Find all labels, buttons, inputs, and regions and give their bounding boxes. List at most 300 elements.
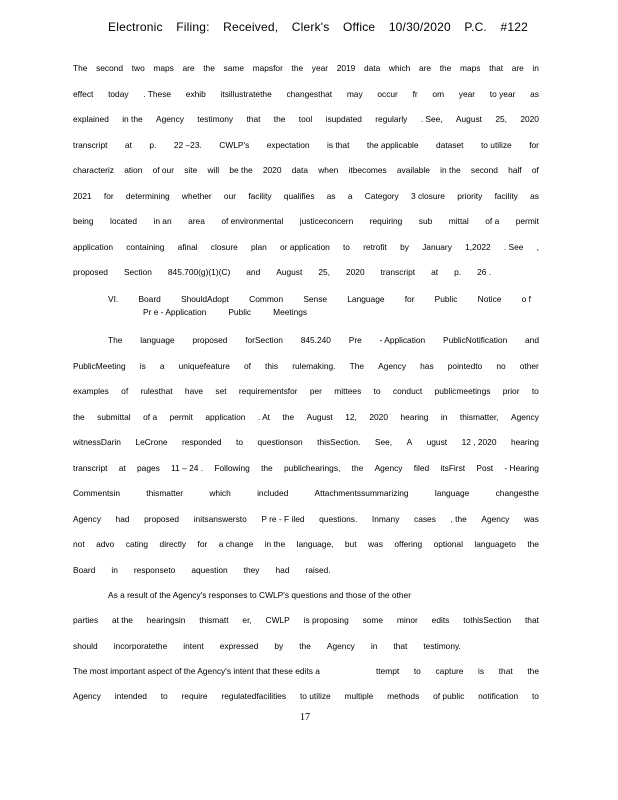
- word: ShouldAdopt: [180, 294, 229, 304]
- word: questionson: [257, 437, 303, 447]
- word: parties: [73, 615, 99, 625]
- word: 25,: [318, 267, 330, 277]
- word: was: [523, 513, 539, 524]
- word: Attachmentssummarizing: [314, 488, 409, 498]
- word: cating: [125, 539, 149, 549]
- word: 12 , 2020: [461, 437, 497, 447]
- word: thismatt: [199, 615, 229, 625]
- word: included: [257, 488, 289, 498]
- word: of environmental: [221, 216, 284, 226]
- word: mapsfor: [252, 63, 283, 73]
- paragraph-line: [73, 539, 539, 550]
- word: language: [140, 335, 175, 345]
- section-heading-line: [108, 294, 531, 305]
- word: determining: [125, 190, 170, 201]
- word: the applicable: [366, 139, 419, 150]
- word: Agency: [73, 691, 101, 701]
- word: ttempt: [375, 666, 400, 676]
- word: today: [108, 88, 129, 99]
- word: 2020: [369, 411, 388, 422]
- word: Notice: [477, 294, 502, 304]
- paragraph-line: [73, 216, 539, 227]
- word: are: [418, 63, 432, 73]
- word: the: [282, 411, 295, 422]
- word: are: [511, 63, 524, 73]
- word: P re - F iled: [261, 513, 305, 524]
- word: 845.240: [300, 335, 331, 345]
- word: examples: [73, 386, 109, 396]
- word: Following: [214, 462, 250, 473]
- word: Public: [434, 294, 458, 304]
- word: p.: [454, 267, 462, 277]
- word: not: [73, 539, 85, 549]
- word: . See,: [420, 114, 443, 124]
- word: of: [531, 165, 539, 175]
- word: may: [346, 88, 363, 99]
- word: cases: [414, 513, 436, 524]
- word: uniquefeature: [178, 360, 230, 371]
- word: Public: [228, 307, 252, 317]
- word: a change: [218, 539, 254, 549]
- word: The most important aspect of the Agency's intent that these edits a: [73, 666, 320, 676]
- word: exhib: [185, 88, 206, 99]
- paragraph-line: [73, 242, 539, 253]
- word: effect: [73, 88, 94, 99]
- word: Agency: [326, 640, 355, 651]
- word: sub: [418, 216, 433, 226]
- word: Category: [364, 190, 399, 201]
- word: proposed: [144, 513, 180, 524]
- section-heading-line: [143, 307, 308, 318]
- word: intended: [114, 691, 147, 701]
- word: expectation: [266, 139, 310, 150]
- word: directly: [159, 539, 187, 549]
- word: proposed: [192, 335, 228, 345]
- word: area: [188, 216, 205, 226]
- word: have: [184, 386, 204, 396]
- word: as: [530, 190, 539, 201]
- word: testimony: [197, 114, 234, 124]
- word: to: [413, 666, 421, 676]
- word: Agency: [156, 114, 184, 124]
- word: hearingsin: [146, 615, 186, 625]
- word: CWLP's: [219, 139, 250, 150]
- word: Agency: [511, 411, 539, 422]
- paragraph-line: [73, 488, 539, 499]
- paragraph-line: [73, 691, 539, 702]
- word: the: [203, 63, 215, 73]
- word: January: [422, 241, 452, 252]
- word: publicmeetings: [434, 386, 491, 396]
- word: ation: [124, 165, 143, 175]
- word: site: [184, 165, 198, 175]
- word: require: [181, 691, 208, 701]
- page-number: 17: [300, 712, 310, 723]
- word: to: [160, 691, 168, 701]
- word: half: [508, 165, 522, 175]
- word: 845.700(g)(1)(C): [167, 267, 231, 277]
- word: in an: [153, 216, 172, 226]
- word: capture: [435, 666, 464, 676]
- word: will: [207, 165, 220, 175]
- word: minor: [396, 615, 418, 625]
- word: August: [455, 114, 482, 124]
- word: of our: [152, 165, 174, 175]
- word: Agency: [378, 360, 407, 371]
- word: by: [400, 241, 409, 252]
- word: has: [420, 360, 434, 371]
- word: responseto: [133, 564, 176, 575]
- word: is that: [327, 139, 350, 150]
- word: hearing: [400, 411, 429, 422]
- word: VI.: [108, 294, 119, 304]
- word: mittal: [448, 216, 469, 226]
- word: is proposing: [303, 615, 349, 625]
- word: when: [318, 165, 339, 175]
- word: in the: [264, 539, 286, 549]
- word: maps: [153, 63, 174, 73]
- word: located: [109, 216, 137, 226]
- header-word: Office: [342, 20, 376, 34]
- word: of: [243, 360, 251, 371]
- word: , the: [450, 513, 467, 524]
- word: or application: [279, 241, 330, 252]
- word: a: [159, 360, 165, 371]
- word: - Hearing: [504, 462, 539, 473]
- word: as: [326, 190, 336, 201]
- word: tothisSection: [463, 615, 512, 625]
- word: which: [209, 488, 231, 498]
- word: of public: [433, 691, 465, 701]
- word: incorporatethe: [113, 640, 168, 651]
- word: hearing: [510, 437, 539, 447]
- word: om: [432, 88, 445, 99]
- paragraph-line: [73, 514, 539, 525]
- word: Common: [249, 294, 284, 304]
- word: year: [311, 63, 329, 73]
- word: languageto: [474, 539, 516, 549]
- word: PublicMeeting: [73, 360, 126, 371]
- word: Agency: [481, 513, 510, 524]
- word: to utilize: [299, 691, 331, 701]
- paragraph-line: [73, 666, 539, 677]
- word: edits: [431, 615, 450, 625]
- word: - Application: [379, 335, 426, 345]
- word: thismatter: [146, 488, 184, 498]
- word: 2019: [336, 63, 356, 73]
- word: at: [431, 267, 439, 277]
- word: at: [124, 139, 132, 150]
- word: and: [525, 335, 539, 345]
- word: proposed: [73, 267, 108, 277]
- word: A: [406, 437, 413, 447]
- word: 22 –23.: [173, 139, 202, 150]
- word: methods: [387, 691, 420, 701]
- word: that: [489, 63, 504, 73]
- word: be the: [229, 165, 253, 175]
- word: notification: [478, 691, 519, 701]
- word: the: [439, 63, 452, 73]
- word: other: [519, 360, 539, 371]
- word: . See: [503, 241, 524, 252]
- word: application: [73, 241, 114, 252]
- word: ,: [536, 241, 539, 252]
- word: forSection: [245, 335, 283, 345]
- header-word: P.C.: [464, 20, 487, 34]
- word: regularly: [375, 114, 408, 124]
- word: The: [349, 360, 365, 371]
- word: a: [347, 190, 353, 201]
- word: the: [351, 462, 364, 473]
- word: the: [299, 640, 311, 651]
- word: per: [309, 386, 322, 396]
- header-word: Received,: [223, 20, 279, 34]
- paragraph-line: [73, 463, 539, 474]
- word: by: [274, 640, 284, 651]
- word: whether: [181, 190, 212, 201]
- word: intent: [183, 640, 204, 651]
- word: plan: [250, 241, 267, 252]
- paragraph-line: [73, 191, 539, 202]
- word: optional: [433, 539, 463, 549]
- word: 26 .: [477, 267, 492, 277]
- word: maps: [459, 63, 481, 73]
- paragraph-line: [73, 140, 539, 151]
- word: in the: [122, 114, 143, 124]
- word: publichearings,: [284, 462, 341, 473]
- word: to utilize: [480, 139, 512, 150]
- word: the: [73, 411, 85, 422]
- word: this: [265, 360, 279, 371]
- word: fr: [412, 88, 418, 99]
- word: mittees: [334, 386, 362, 396]
- word: PublicNotification: [442, 335, 508, 345]
- word: pages: [137, 462, 160, 473]
- word: is: [478, 666, 485, 676]
- word: Pr e - Application: [143, 307, 207, 317]
- word: See,: [374, 437, 393, 447]
- word: permit: [169, 411, 193, 422]
- header-number: #122: [500, 20, 528, 34]
- word: year: [458, 88, 476, 99]
- word: thisSection.: [317, 437, 361, 447]
- word: that: [498, 666, 513, 676]
- word: data: [363, 63, 381, 73]
- word: responded: [182, 437, 222, 447]
- word: application: [205, 411, 246, 422]
- word: thismatter,: [459, 411, 499, 422]
- word: Inmany: [371, 513, 400, 524]
- paragraph-line: [108, 335, 539, 346]
- word: CWLP: [265, 615, 290, 625]
- word: Agency: [374, 462, 403, 473]
- word: requiring: [369, 216, 403, 226]
- word: 2020: [262, 165, 282, 175]
- word: dataset: [436, 139, 464, 150]
- word: transcript: [73, 462, 108, 473]
- word: er,: [242, 615, 252, 625]
- word: that: [393, 640, 408, 651]
- word: is: [139, 360, 146, 371]
- word: priority: [457, 190, 483, 201]
- word: in the: [440, 165, 461, 175]
- word: of a: [143, 411, 158, 422]
- word: afinal: [177, 241, 198, 252]
- word: itsFirst: [440, 462, 466, 473]
- word: itsillustratethe: [220, 88, 272, 99]
- filing-stamp-header: [108, 20, 528, 34]
- word: rulemaking.: [292, 360, 336, 371]
- word: the: [527, 666, 539, 676]
- word: are: [182, 63, 195, 73]
- word: Agency: [73, 513, 101, 524]
- paragraph-line: [73, 615, 539, 626]
- word: August: [306, 411, 333, 422]
- word: to: [236, 437, 244, 447]
- word: same: [223, 63, 244, 73]
- paragraph-line: [73, 437, 539, 448]
- word: facility: [494, 190, 518, 201]
- word: filed: [413, 462, 430, 473]
- word: pointedto: [447, 360, 483, 371]
- word: but: [344, 539, 357, 549]
- word: . These: [143, 88, 172, 99]
- word: witnessDarin: [73, 437, 121, 447]
- word: our: [223, 190, 237, 201]
- paragraph-line: [73, 412, 539, 423]
- word: rulesthat: [140, 386, 173, 396]
- word: in: [111, 564, 118, 575]
- word: transcript: [380, 267, 416, 277]
- word: aquestion: [191, 564, 228, 575]
- word: offering: [394, 539, 423, 549]
- word: 2020: [345, 267, 365, 277]
- word: had: [115, 513, 130, 524]
- word: raised.: [305, 564, 331, 575]
- word: 3 closure: [410, 190, 445, 201]
- word: closure: [210, 241, 238, 252]
- word: retrofit: [363, 241, 387, 252]
- header-word: Electronic: [108, 20, 163, 34]
- word: they: [243, 564, 260, 575]
- word: that: [524, 615, 539, 625]
- word: for: [529, 139, 539, 150]
- word: changesthat: [286, 88, 333, 99]
- word: 25,: [495, 114, 507, 124]
- word: to year: [489, 88, 516, 99]
- word: Commentsin: [73, 488, 121, 498]
- word: should: [73, 640, 98, 651]
- word: The: [73, 63, 88, 73]
- word-group: [376, 666, 539, 677]
- word: the: [273, 114, 286, 124]
- paragraph-line: [73, 361, 539, 372]
- word: questions.: [319, 513, 358, 524]
- word: submittal: [97, 411, 131, 422]
- word: second: [470, 165, 498, 175]
- word: the: [527, 539, 539, 549]
- word: set: [215, 386, 227, 396]
- word: advo: [96, 539, 115, 549]
- header-word: Filing:: [176, 20, 210, 34]
- paragraph-line: [73, 267, 539, 278]
- word: Board: [138, 294, 161, 304]
- paragraph-line: [73, 165, 539, 176]
- word: multiple: [344, 691, 374, 701]
- word: Language: [347, 294, 385, 304]
- word: of a: [485, 216, 500, 226]
- paragraph-line: [73, 63, 539, 74]
- word: 1,2022: [465, 241, 491, 252]
- word: Section: [123, 267, 152, 277]
- word: transcript: [73, 139, 108, 150]
- word: p.: [149, 139, 157, 150]
- word: justiceconcern: [299, 216, 354, 226]
- paragraph-line: As a result of the Agency's responses to CWLP's questions and those of the other: [108, 590, 412, 600]
- paragraph-line: [73, 641, 539, 652]
- word: for: [103, 190, 114, 201]
- word: and: [246, 267, 261, 277]
- word: tool: [298, 114, 313, 124]
- word: to: [531, 386, 539, 396]
- word: permit: [515, 216, 539, 226]
- word: regulatedfacilities: [221, 691, 287, 701]
- word: language,: [296, 539, 334, 549]
- word: . At: [257, 411, 271, 422]
- word: data: [291, 165, 309, 175]
- word: changesthe: [495, 488, 539, 498]
- word: conduct: [392, 386, 423, 396]
- word: Sense: [303, 294, 328, 304]
- word: LeCrone: [135, 437, 168, 447]
- header-date: 10/30/2020: [388, 20, 451, 34]
- word: had: [275, 564, 290, 575]
- word: Meetings: [273, 307, 308, 317]
- word: for: [404, 294, 415, 304]
- word: occur: [377, 88, 398, 99]
- word: to: [342, 241, 350, 252]
- word: o f: [521, 294, 531, 304]
- word: initsanswersto: [193, 513, 247, 524]
- word: August: [276, 267, 303, 277]
- paragraph-line: [73, 565, 539, 576]
- header-word: Clerk's: [291, 20, 330, 34]
- word: explained: [73, 114, 109, 124]
- word: being: [73, 216, 94, 226]
- word: available: [396, 165, 430, 175]
- word: facility: [248, 190, 272, 201]
- word: in: [370, 640, 378, 651]
- word: characteriz: [73, 165, 114, 175]
- word: expressed: [219, 640, 259, 651]
- word: for: [197, 539, 208, 549]
- word: Post: [476, 462, 494, 473]
- word: was: [368, 539, 383, 549]
- word: 12,: [345, 411, 357, 422]
- word: ugust: [426, 437, 448, 447]
- word: to: [373, 386, 381, 396]
- word: requirementsfor: [238, 386, 298, 396]
- word: Pre: [348, 335, 362, 345]
- word: at the: [111, 615, 133, 625]
- word: Board: [73, 564, 96, 575]
- word: the: [261, 462, 273, 473]
- word: the: [291, 63, 304, 73]
- word: prior: [502, 386, 520, 396]
- word: no: [496, 360, 506, 371]
- word: that: [246, 114, 261, 124]
- word: of: [121, 386, 129, 396]
